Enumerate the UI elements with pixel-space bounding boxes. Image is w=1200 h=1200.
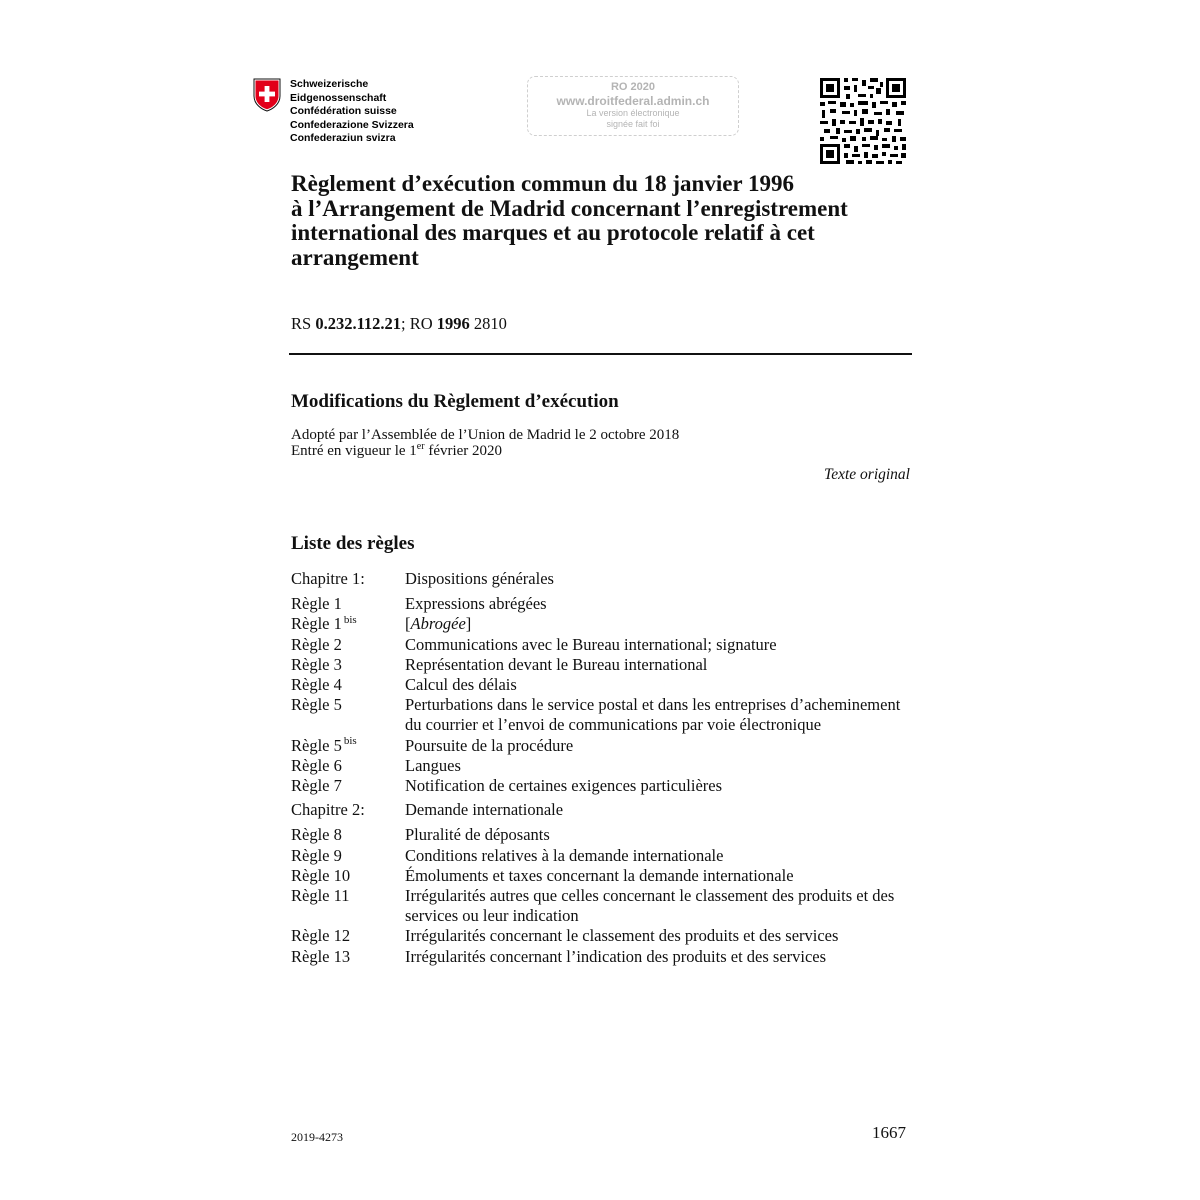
rule-label-sup: bis [343, 735, 357, 748]
authority-line-rm: Confederaziun svizra [290, 132, 396, 144]
chapter-label: Chapitre 1: [291, 569, 365, 588]
rule-row[interactable] [291, 776, 906, 796]
rule-title: Communications avec le Bureau international; signature [405, 634, 777, 654]
rule-label: Règle 3 [291, 654, 342, 674]
rule-row[interactable] [291, 756, 906, 776]
chapter-title: Dispositions générales [405, 569, 554, 588]
qr-code-icon [818, 76, 908, 166]
rule-title: Irrégularités concernant l’indication des produits et des services [405, 946, 827, 966]
modifications-heading: Modifications du Règlement d’exécution [291, 391, 619, 412]
ro-page: 2810 [469, 314, 507, 333]
rule-title: Conditions relatives à la demande internationale [405, 845, 724, 865]
rule-label: Règle 7 [291, 776, 342, 796]
rule-row[interactable] [291, 886, 906, 926]
rule-title-bracket-close: ] [465, 614, 472, 634]
rule-title-repealed: Abrogée [410, 614, 466, 634]
rule-row[interactable] [291, 635, 906, 655]
rule-label-sup: bis [343, 613, 357, 626]
rule-row[interactable] [291, 846, 906, 866]
rs-number: 0.232.112.21 [315, 314, 402, 333]
rule-row[interactable] [291, 825, 906, 845]
rule-title: Expressions abrégées [405, 594, 547, 614]
rule-row[interactable] [291, 655, 906, 675]
rule-title: Représentation devant le Bureau international [405, 654, 708, 674]
rule-title: Langues [405, 755, 461, 775]
in-force-suffix: février 2020 [424, 443, 503, 459]
rules-list-heading: Liste des règles [291, 533, 415, 554]
rule-label: Règle 13 [291, 946, 351, 966]
rule-label: Règle 5 [291, 695, 342, 715]
rule-title: Perturbations dans le service postal et dans les entreprises d’acheminement du courrier et l’envoi de communications par voie électronique [405, 695, 901, 735]
rule-label [291, 736, 405, 756]
rule-row[interactable] [291, 736, 906, 756]
rule-row[interactable] [291, 695, 906, 735]
chapter-row[interactable] [291, 800, 906, 820]
rule-title: Émoluments et taxes concernant la demande internationale [405, 865, 794, 885]
chapter-title: Demande internationale [405, 800, 564, 820]
stamp-collection: RO 2020 [610, 81, 656, 93]
document-number: 2019-4273 [291, 1130, 343, 1144]
rule-title-bracket-open: [ [405, 614, 411, 634]
authority-names [290, 78, 462, 146]
signature-stamp [527, 76, 739, 136]
rule-label-text: Règle 5 [291, 735, 342, 755]
stamp-note-line1: La version électronique [586, 108, 680, 118]
rule-label: Règle 11 [291, 886, 350, 906]
rule-row[interactable] [291, 614, 906, 634]
chapter-label: Chapitre 2: [291, 800, 365, 820]
rule-title: Calcul des délais [405, 675, 517, 695]
title-line-1: Règlement d’exécution commun du 18 janvier 1996 [291, 171, 794, 196]
rule-row[interactable] [291, 866, 906, 886]
rs-prefix: RS [291, 314, 316, 333]
rule-row[interactable] [291, 947, 906, 967]
original-text-label: Texte original [824, 466, 910, 483]
rule-label: Règle 6 [291, 755, 342, 775]
adopted-line: Adopté par l’Assemblée de l’Union de Madrid le 2 octobre 2018 [291, 427, 680, 443]
in-force-sup: er [416, 441, 425, 452]
rule-row[interactable] [291, 926, 906, 946]
adoption-info [291, 427, 679, 459]
rule-title: Pluralité de déposants [405, 825, 550, 845]
authority-line-fr: Confédération suisse [290, 105, 397, 117]
ro-prefix: ; RO [401, 314, 437, 333]
reference-line [291, 314, 507, 334]
authority-line-it: Confederazione Svizzera [290, 118, 414, 131]
rule-title: Notification de certaines exigences particulières [405, 776, 723, 796]
rule-label: Règle 9 [291, 845, 342, 865]
title-line-3: international des marques et au protocole relatif à cet [291, 220, 815, 245]
stamp-note-line2: signée fait foi [606, 119, 660, 129]
rule-label: Règle 10 [291, 865, 351, 885]
rule-title: Poursuite de la procédure [405, 735, 574, 755]
rule-label: Règle 2 [291, 634, 342, 654]
document-title [291, 172, 921, 270]
rule-title: Irrégularités autres que celles concernant le classement des produits et des services ou leur indication [405, 886, 895, 926]
in-force-line [291, 443, 679, 459]
rule-row[interactable] [291, 675, 906, 695]
title-separator [289, 353, 912, 355]
rule-label: Règle 12 [291, 926, 351, 946]
chapter-row[interactable] [291, 569, 906, 589]
rule-label: Règle 8 [291, 825, 342, 845]
rule-label-text: Règle 1 [291, 614, 342, 634]
title-line-2: à l’Arrangement de Madrid concernant l’enregistrement [291, 195, 848, 221]
rule-row[interactable] [291, 594, 906, 614]
rule-title: Irrégularités concernant le classement des produits et des services [405, 926, 839, 946]
stamp-website: www.droitfederal.admin.ch [556, 94, 710, 108]
in-force-prefix: Entré en vigueur le 1 [291, 443, 417, 459]
confederation-logo [252, 78, 462, 144]
ro-year: 1996 [436, 314, 470, 333]
title-line-4: arrangement [291, 244, 419, 270]
rule-label [291, 614, 405, 634]
rule-title [405, 614, 906, 634]
rules-table-of-contents [291, 569, 906, 967]
page-number: 1667 [872, 1123, 906, 1142]
rule-label: Règle 1 [291, 594, 342, 614]
authority-line-de: Schweizerische Eidgenossenschaft [290, 78, 387, 104]
rule-label: Règle 4 [291, 675, 342, 695]
swiss-shield-icon [252, 78, 282, 112]
